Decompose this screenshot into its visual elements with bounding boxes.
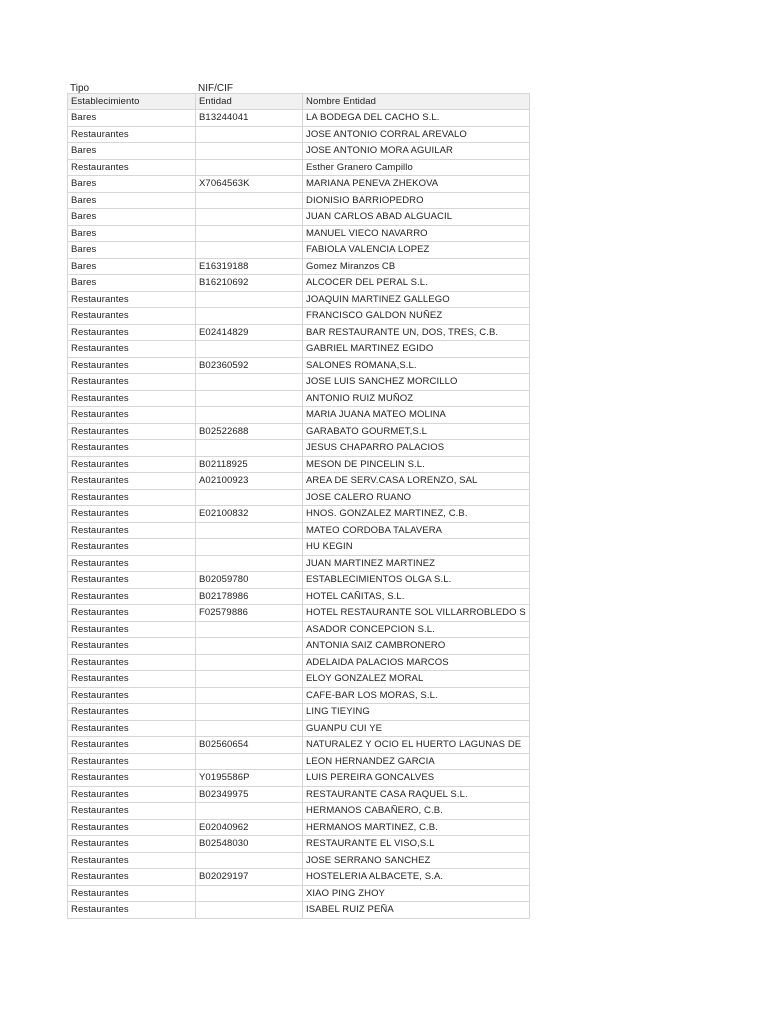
cell-nif: F02579886 bbox=[196, 605, 303, 622]
table-row bbox=[68, 440, 530, 457]
cell-tipo: Restaurantes bbox=[68, 605, 196, 622]
cell-nombre: LING TIEYING bbox=[303, 704, 530, 721]
cell-nif bbox=[196, 159, 303, 176]
cell-nombre: ANTONIA SAIZ CAMBRONERO bbox=[303, 638, 530, 655]
table-row bbox=[68, 654, 530, 671]
table-row bbox=[68, 275, 530, 292]
cell-nombre: FRANCISCO GALDON NUÑEZ bbox=[303, 308, 530, 325]
table-row bbox=[68, 357, 530, 374]
table-row bbox=[68, 258, 530, 275]
cell-nif bbox=[196, 374, 303, 391]
cell-tipo: Restaurantes bbox=[68, 324, 196, 341]
cell-tipo: Restaurantes bbox=[68, 803, 196, 820]
cell-nombre: CAFE-BAR LOS MORAS, S.L. bbox=[303, 687, 530, 704]
cell-tipo: Bares bbox=[68, 275, 196, 292]
cell-nombre: JOSE ANTONIO CORRAL AREVALO bbox=[303, 126, 530, 143]
cell-nif: A02100923 bbox=[196, 473, 303, 490]
cell-nombre: LUIS PEREIRA GONCALVES bbox=[303, 770, 530, 787]
cell-tipo: Restaurantes bbox=[68, 654, 196, 671]
cell-nombre: HOSTELERIA ALBACETE, S.A. bbox=[303, 869, 530, 886]
cell-nombre: JOSE SERRANO SANCHEZ bbox=[303, 852, 530, 869]
header-entidad: Entidad bbox=[196, 94, 303, 110]
cell-nombre: LEON HERNANDEZ GARCIA bbox=[303, 753, 530, 770]
cell-tipo: Restaurantes bbox=[68, 704, 196, 721]
cell-nif bbox=[196, 489, 303, 506]
cell-nombre: ESTABLECIMIENTOS OLGA S.L. bbox=[303, 572, 530, 589]
cell-tipo: Bares bbox=[68, 225, 196, 242]
cell-nombre: HNOS. GONZALEZ MARTINEZ, C.B. bbox=[303, 506, 530, 523]
table-row bbox=[68, 110, 530, 127]
cell-tipo: Restaurantes bbox=[68, 473, 196, 490]
cell-tipo: Restaurantes bbox=[68, 819, 196, 836]
table-row bbox=[68, 638, 530, 655]
cell-tipo: Bares bbox=[68, 143, 196, 160]
cell-nif bbox=[196, 852, 303, 869]
cell-nombre: JESUS CHAPARRO PALACIOS bbox=[303, 440, 530, 457]
cell-nombre: HOTEL CAÑITAS, S.L. bbox=[303, 588, 530, 605]
establishments-sheet bbox=[67, 82, 529, 919]
cell-nombre: MARIA JUANA MATEO MOLINA bbox=[303, 407, 530, 424]
cell-tipo: Restaurantes bbox=[68, 308, 196, 325]
cell-nombre: SALONES ROMANA,S.L. bbox=[303, 357, 530, 374]
cell-nif: E02414829 bbox=[196, 324, 303, 341]
table-row bbox=[68, 159, 530, 176]
cell-tipo: Restaurantes bbox=[68, 159, 196, 176]
cell-nif bbox=[196, 687, 303, 704]
table-row bbox=[68, 902, 530, 919]
table-row bbox=[68, 489, 530, 506]
table-row bbox=[68, 242, 530, 259]
cell-tipo: Restaurantes bbox=[68, 588, 196, 605]
cell-nombre: RESTAURANTE CASA RAQUEL S.L. bbox=[303, 786, 530, 803]
cell-tipo: Bares bbox=[68, 209, 196, 226]
cell-tipo: Restaurantes bbox=[68, 737, 196, 754]
cell-tipo: Restaurantes bbox=[68, 869, 196, 886]
cell-tipo: Restaurantes bbox=[68, 885, 196, 902]
table-row bbox=[68, 324, 530, 341]
cell-nif: E16319188 bbox=[196, 258, 303, 275]
cell-nombre: MATEO CORDOBA TALAVERA bbox=[303, 522, 530, 539]
cell-nif bbox=[196, 753, 303, 770]
cell-nif: B02029197 bbox=[196, 869, 303, 886]
cell-nif bbox=[196, 291, 303, 308]
table-row bbox=[68, 572, 530, 589]
table-row bbox=[68, 852, 530, 869]
cell-nif bbox=[196, 539, 303, 556]
cell-nombre: Gomez Miranzos CB bbox=[303, 258, 530, 275]
cell-tipo: Restaurantes bbox=[68, 572, 196, 589]
cell-nombre: XIAO PING ZHOY bbox=[303, 885, 530, 902]
cell-tipo: Bares bbox=[68, 242, 196, 259]
cell-nombre: NATURALEZ Y OCIO EL HUERTO LAGUNAS DE bbox=[303, 737, 530, 754]
cell-nombre: RESTAURANTE EL VISO,S.L bbox=[303, 836, 530, 853]
cell-nif bbox=[196, 407, 303, 424]
cell-nif: B02118925 bbox=[196, 456, 303, 473]
cell-nombre: JOSE LUIS SANCHEZ MORCILLO bbox=[303, 374, 530, 391]
table-row bbox=[68, 885, 530, 902]
cell-nombre: DIONISIO BARRIOPEDRO bbox=[303, 192, 530, 209]
cell-nif: Y0195586P bbox=[196, 770, 303, 787]
cell-nif: X7064563K bbox=[196, 176, 303, 193]
cell-nif bbox=[196, 192, 303, 209]
cell-nombre: ELOY GONZALEZ MORAL bbox=[303, 671, 530, 688]
cell-nif bbox=[196, 555, 303, 572]
cell-nif bbox=[196, 803, 303, 820]
cell-tipo: Restaurantes bbox=[68, 753, 196, 770]
table-row bbox=[68, 506, 530, 523]
cell-tipo: Bares bbox=[68, 110, 196, 127]
table-row bbox=[68, 308, 530, 325]
cell-tipo: Restaurantes bbox=[68, 621, 196, 638]
table-row bbox=[68, 555, 530, 572]
establishments-table bbox=[67, 93, 530, 919]
cell-tipo: Restaurantes bbox=[68, 522, 196, 539]
cell-tipo: Restaurantes bbox=[68, 374, 196, 391]
cell-tipo: Restaurantes bbox=[68, 357, 196, 374]
cell-tipo: Restaurantes bbox=[68, 786, 196, 803]
table-row bbox=[68, 770, 530, 787]
cell-nif: B02178986 bbox=[196, 588, 303, 605]
cell-nombre: ADELAIDA PALACIOS MARCOS bbox=[303, 654, 530, 671]
cell-nif bbox=[196, 440, 303, 457]
cell-nombre: AREA DE SERV.CASA LORENZO, SAL bbox=[303, 473, 530, 490]
cell-nif bbox=[196, 341, 303, 358]
table-row bbox=[68, 176, 530, 193]
cell-nif: B16210692 bbox=[196, 275, 303, 292]
cell-nif: B02360592 bbox=[196, 357, 303, 374]
cell-nombre: HERMANOS CABAÑERO, C.B. bbox=[303, 803, 530, 820]
table-row bbox=[68, 539, 530, 556]
header-top-line bbox=[67, 82, 529, 93]
cell-tipo: Bares bbox=[68, 176, 196, 193]
table-row bbox=[68, 869, 530, 886]
table-row bbox=[68, 473, 530, 490]
table-row bbox=[68, 143, 530, 160]
cell-nif bbox=[196, 225, 303, 242]
table-row bbox=[68, 341, 530, 358]
cell-nif: E02040962 bbox=[196, 819, 303, 836]
cell-nombre: Esther Granero Campillo bbox=[303, 159, 530, 176]
table-row bbox=[68, 687, 530, 704]
table-row bbox=[68, 671, 530, 688]
cell-nif bbox=[196, 143, 303, 160]
cell-nif: E02100832 bbox=[196, 506, 303, 523]
cell-nombre: ASADOR CONCEPCION S.L. bbox=[303, 621, 530, 638]
table-row bbox=[68, 126, 530, 143]
cell-nombre: MESON DE PINCELIN S.L. bbox=[303, 456, 530, 473]
cell-tipo: Restaurantes bbox=[68, 555, 196, 572]
cell-nombre: JUAN CARLOS ABAD ALGUACIL bbox=[303, 209, 530, 226]
table-body bbox=[68, 110, 530, 919]
table-row bbox=[68, 621, 530, 638]
table-row bbox=[68, 786, 530, 803]
table-row bbox=[68, 456, 530, 473]
table-row bbox=[68, 225, 530, 242]
cell-nif bbox=[196, 654, 303, 671]
cell-nombre: LA BODEGA DEL CACHO S.L. bbox=[303, 110, 530, 127]
table-row bbox=[68, 390, 530, 407]
cell-nif bbox=[196, 126, 303, 143]
cell-nif: B02349975 bbox=[196, 786, 303, 803]
cell-nif bbox=[196, 390, 303, 407]
table-row bbox=[68, 819, 530, 836]
cell-nif bbox=[196, 671, 303, 688]
cell-tipo: Bares bbox=[68, 258, 196, 275]
cell-nif: B02059780 bbox=[196, 572, 303, 589]
header-tipo-label: Tipo bbox=[70, 83, 90, 94]
cell-nombre: JUAN MARTINEZ MARTINEZ bbox=[303, 555, 530, 572]
cell-tipo: Restaurantes bbox=[68, 638, 196, 655]
cell-nombre: ANTONIO RUIZ MUÑOZ bbox=[303, 390, 530, 407]
table-row bbox=[68, 407, 530, 424]
cell-nombre: FABIOLA VALENCIA LOPEZ bbox=[303, 242, 530, 259]
table-row bbox=[68, 720, 530, 737]
cell-nombre: BAR RESTAURANTE UN, DOS, TRES, C.B. bbox=[303, 324, 530, 341]
table-row bbox=[68, 737, 530, 754]
cell-nif bbox=[196, 885, 303, 902]
table-header-row bbox=[68, 94, 530, 110]
cell-nombre: JOAQUIN MARTINEZ GALLEGO bbox=[303, 291, 530, 308]
cell-tipo: Restaurantes bbox=[68, 456, 196, 473]
cell-tipo: Restaurantes bbox=[68, 126, 196, 143]
cell-tipo: Restaurantes bbox=[68, 291, 196, 308]
table-row bbox=[68, 522, 530, 539]
table-row bbox=[68, 192, 530, 209]
cell-tipo: Restaurantes bbox=[68, 407, 196, 424]
cell-nif bbox=[196, 242, 303, 259]
cell-nif: B13244041 bbox=[196, 110, 303, 127]
cell-nombre: ISABEL RUIZ PEÑA bbox=[303, 902, 530, 919]
cell-nombre: MANUEL VIECO NAVARRO bbox=[303, 225, 530, 242]
table-row bbox=[68, 291, 530, 308]
cell-nif: B02522688 bbox=[196, 423, 303, 440]
cell-tipo: Restaurantes bbox=[68, 852, 196, 869]
table-row bbox=[68, 605, 530, 622]
cell-tipo: Restaurantes bbox=[68, 902, 196, 919]
cell-tipo: Restaurantes bbox=[68, 489, 196, 506]
table-row bbox=[68, 209, 530, 226]
table-row bbox=[68, 803, 530, 820]
cell-tipo: Restaurantes bbox=[68, 440, 196, 457]
table-row bbox=[68, 374, 530, 391]
cell-tipo: Bares bbox=[68, 192, 196, 209]
cell-tipo: Restaurantes bbox=[68, 687, 196, 704]
header-nombre-entidad: Nombre Entidad bbox=[303, 94, 530, 110]
table-row bbox=[68, 588, 530, 605]
table-row bbox=[68, 836, 530, 853]
cell-tipo: Restaurantes bbox=[68, 341, 196, 358]
cell-nif bbox=[196, 522, 303, 539]
header-establecimiento: Establecimiento bbox=[68, 94, 196, 110]
cell-tipo: Restaurantes bbox=[68, 390, 196, 407]
cell-nombre: JOSE CALERO RUANO bbox=[303, 489, 530, 506]
cell-nif bbox=[196, 720, 303, 737]
cell-tipo: Restaurantes bbox=[68, 539, 196, 556]
cell-tipo: Restaurantes bbox=[68, 506, 196, 523]
header-nif-label: NIF/CIF bbox=[198, 83, 233, 94]
cell-nombre: ALCOCER DEL PERAL S.L. bbox=[303, 275, 530, 292]
cell-nombre: JOSE ANTONIO MORA AGUILAR bbox=[303, 143, 530, 160]
cell-nif bbox=[196, 209, 303, 226]
cell-nif bbox=[196, 902, 303, 919]
cell-tipo: Restaurantes bbox=[68, 770, 196, 787]
cell-nombre: HERMANOS MARTINEZ, C.B. bbox=[303, 819, 530, 836]
table-row bbox=[68, 423, 530, 440]
table-row bbox=[68, 704, 530, 721]
cell-nombre: MARIANA PENEVA ZHEKOVA bbox=[303, 176, 530, 193]
cell-nif bbox=[196, 638, 303, 655]
cell-nombre: GARABATO GOURMET,S.L bbox=[303, 423, 530, 440]
cell-tipo: Restaurantes bbox=[68, 671, 196, 688]
cell-nombre: GUANPU CUI YE bbox=[303, 720, 530, 737]
table-row bbox=[68, 753, 530, 770]
cell-nif: B02560654 bbox=[196, 737, 303, 754]
cell-nif: B02548030 bbox=[196, 836, 303, 853]
cell-nombre: HOTEL RESTAURANTE SOL VILLARROBLEDO S bbox=[303, 605, 530, 622]
cell-nif bbox=[196, 621, 303, 638]
cell-nombre: HU KEGIN bbox=[303, 539, 530, 556]
cell-nombre: GABRIEL MARTINEZ EGIDO bbox=[303, 341, 530, 358]
cell-nif bbox=[196, 704, 303, 721]
cell-tipo: Restaurantes bbox=[68, 720, 196, 737]
cell-tipo: Restaurantes bbox=[68, 423, 196, 440]
cell-tipo: Restaurantes bbox=[68, 836, 196, 853]
cell-nif bbox=[196, 308, 303, 325]
